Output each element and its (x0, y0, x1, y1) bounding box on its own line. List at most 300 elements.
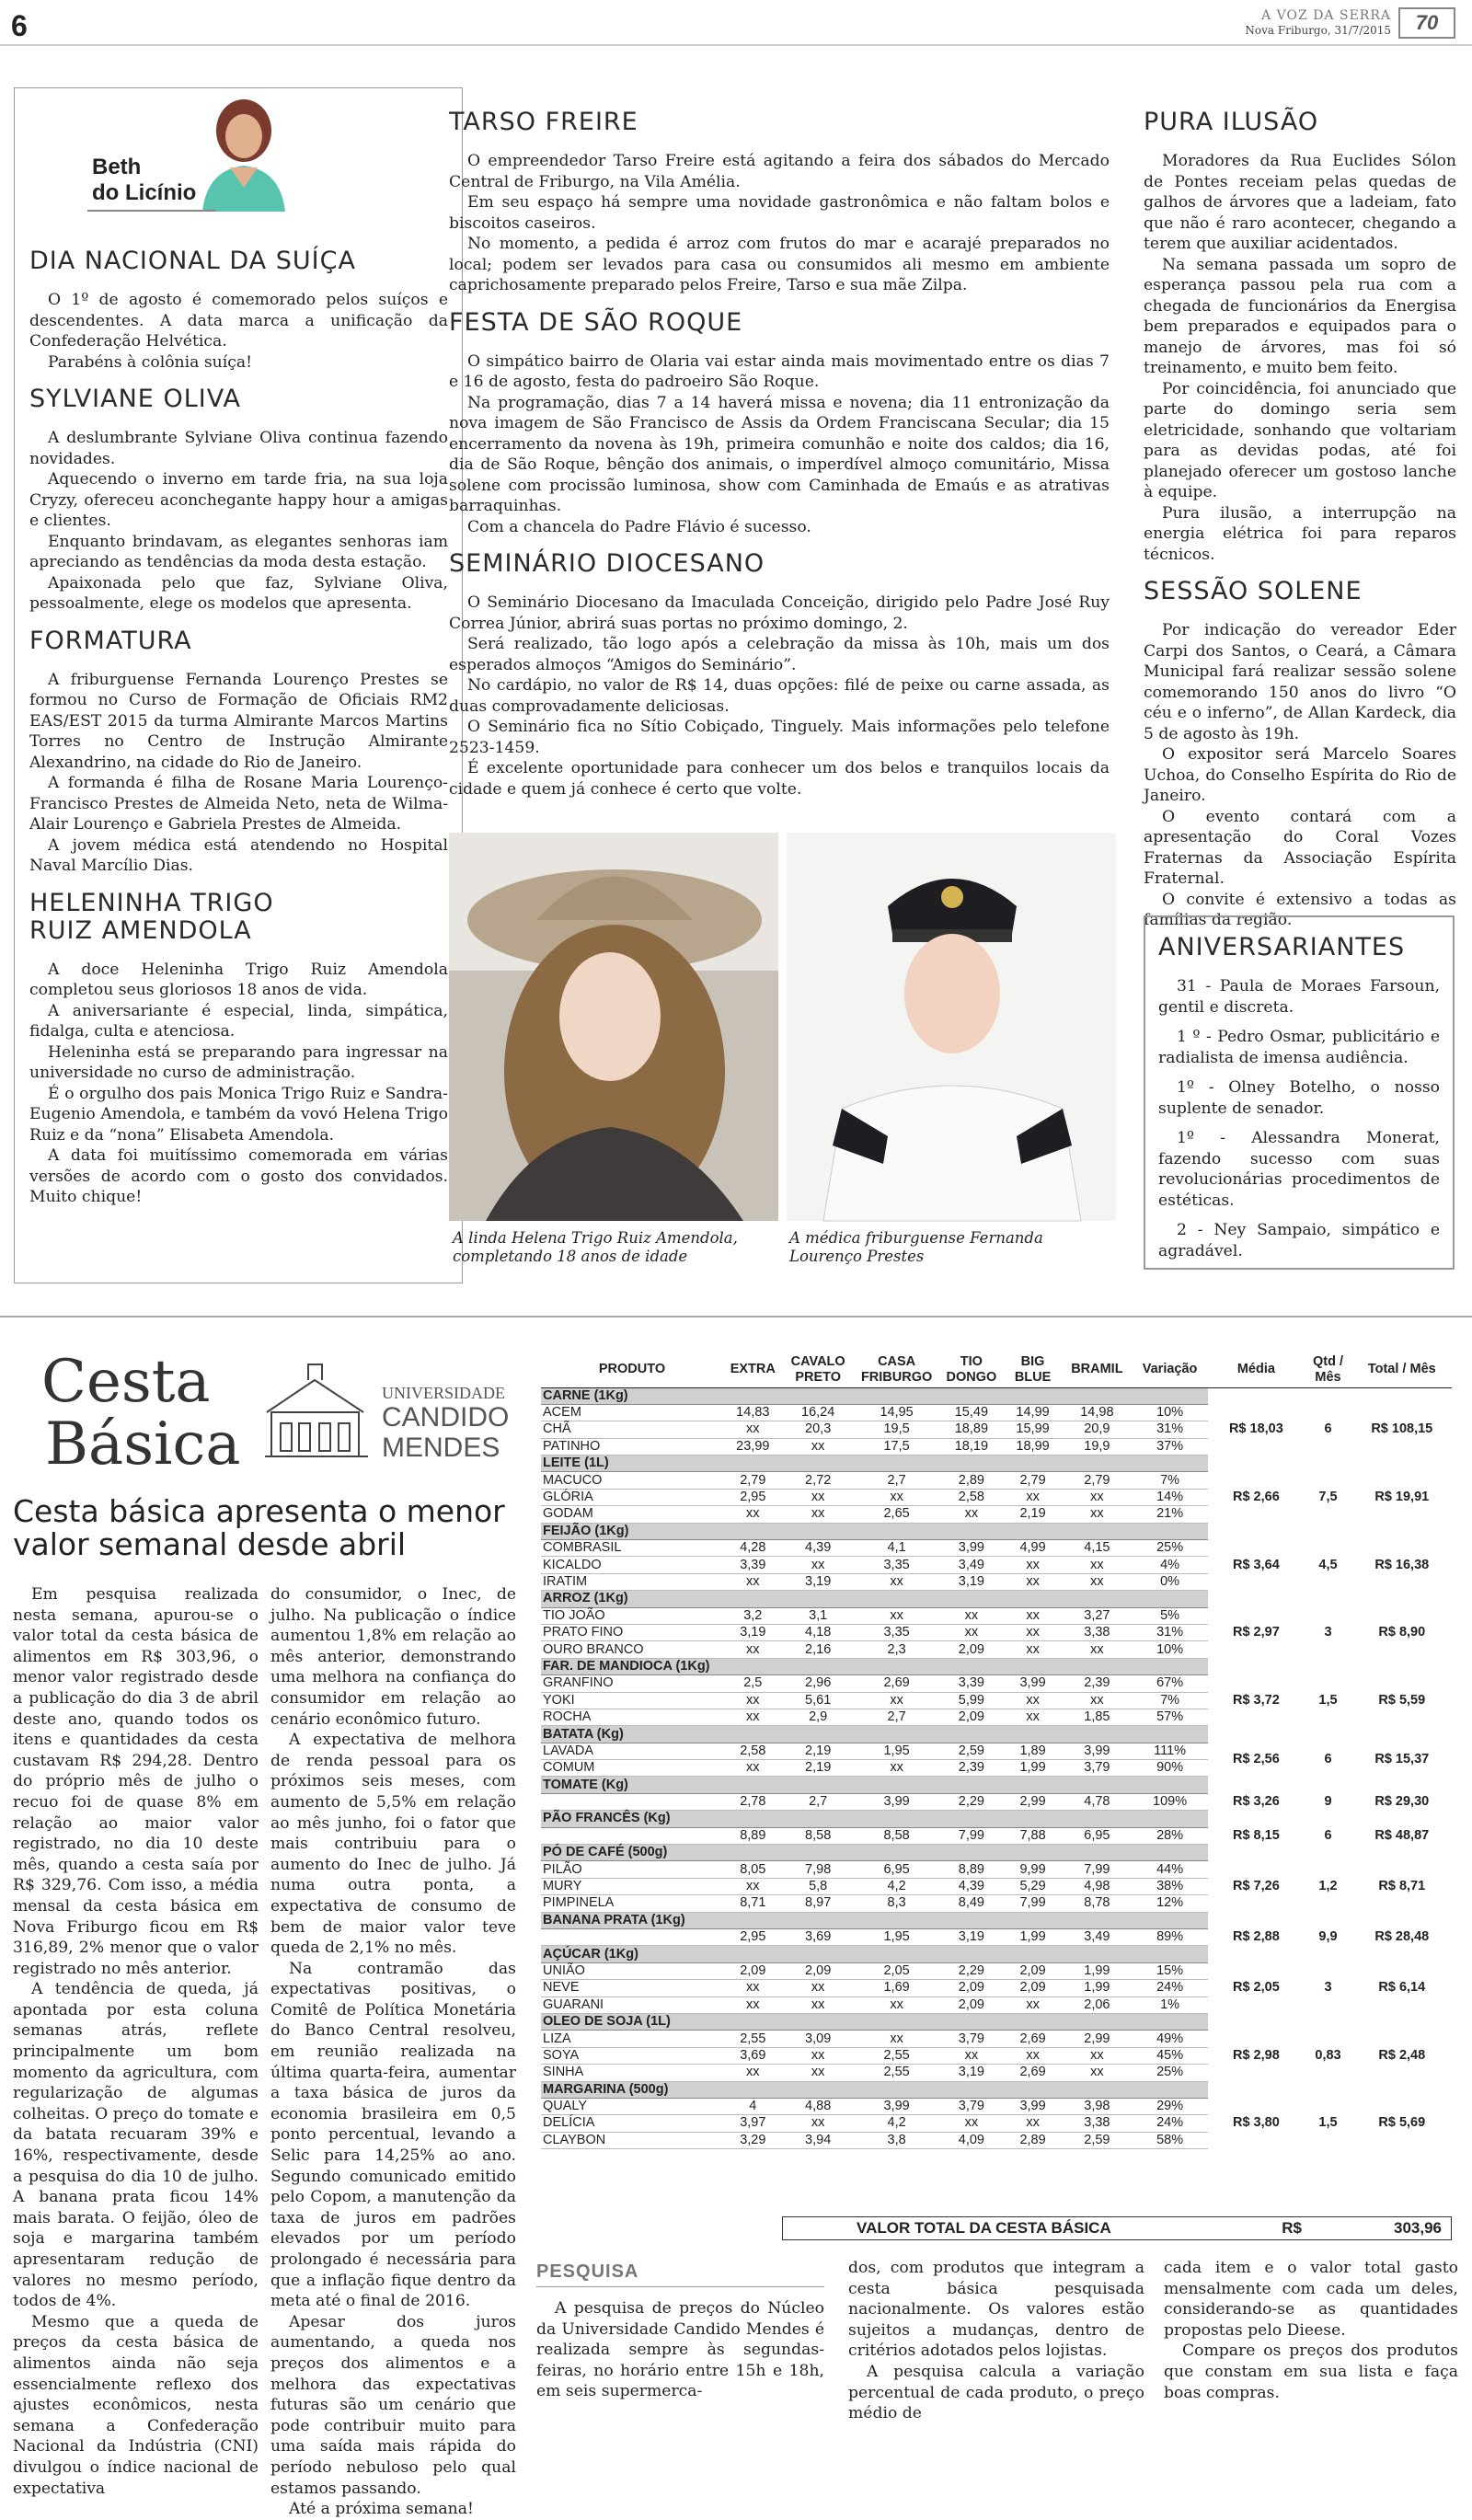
price-cell: 4,39 (783, 1540, 854, 1557)
price-cell: 3,79 (940, 2098, 1004, 2114)
category-name: LEITE (1L) (541, 1456, 1208, 1472)
category-spacer (1208, 1523, 1452, 1539)
paragraph: O Seminário fica no Sítio Cobiçado, Tinguely. Mais informações pelo telefone 2523-1459. (449, 718, 1110, 757)
paragraph: O Seminário Diocesano da Imaculada Conceição, dirigido pelo Padre José Ruy Correa Júnior, abrirá suas portas no próximo domingo, 2. (449, 593, 1110, 633)
photo-helena (449, 833, 778, 1221)
price-cell: 2,09 (940, 1709, 1004, 1725)
category-spacer (1208, 1811, 1452, 1827)
price-cell: 3,19 (940, 1929, 1004, 1946)
product-name: PILÃO (541, 1861, 723, 1878)
price-cell: 3,39 (940, 1675, 1004, 1692)
price-cell: 7,88 (1003, 1827, 1063, 1844)
newspaper-name: A VOZ DA SERRA (1261, 8, 1391, 23)
right-column (1144, 99, 1456, 931)
paragraph: Mesmo que a queda de preços da cesta básica de alimentos ainda não seja essencialmente reflexo dos ajustes econômicos, nesta semana a Confederação Nacional da Indústria (CNI) divulgou o índice nacional de expectativa (13, 2312, 259, 2498)
price-cell: 19,9 (1063, 1438, 1132, 1455)
price-cell: 7,99 (1003, 1895, 1063, 1912)
paragraph: A tendência de queda, já apontada por esta coluna semanas atrás, reflete principalmente um bom momento da agricultura, com regularização de algumas colheitas. O preço do tomate e da batata recuaram 39% e 16%, respectivamente, desde a pesquisa do dia 10 de julho. A banana prata ficou 14% mais barata. O feijão, óleo de soja e margarina também apresentaram redução de valores no mesmo período, todos de 4%. (13, 1980, 259, 2311)
qtd-cell: 1,5 (1318, 1692, 1338, 1708)
price-cell: xx (723, 1692, 783, 1709)
category-spacer (1208, 1946, 1452, 1962)
section-dia-nacional-suica (29, 247, 448, 373)
price-cell: xx (723, 1506, 783, 1523)
total-cell: R$ 28,48 (1374, 1929, 1430, 1945)
birthday-item: 31 - Paula de Moraes Farsoun, gentil e discreta. (1158, 977, 1440, 1017)
category-spacer (1208, 1387, 1452, 1404)
price-cell: 0% (1132, 1573, 1208, 1590)
col-header: BIG BLUE (1003, 1352, 1063, 1387)
price-cell: 2,58 (723, 1743, 783, 1759)
price-cell: 24% (1132, 2115, 1208, 2132)
price-cell: 3,98 (1063, 2098, 1132, 2114)
col-header: Qtd / Mês (1304, 1352, 1351, 1387)
price-cell: 31% (1132, 1624, 1208, 1640)
price-cell: 8,89 (940, 1861, 1004, 1878)
price-cell: xx (723, 1760, 783, 1777)
total-cell: R$ 8,90 (1378, 1625, 1426, 1640)
price-cell: xx (1063, 1557, 1132, 1573)
price-cell: xx (1003, 1573, 1063, 1590)
price-cell: 2,55 (854, 2065, 940, 2081)
product-name: MURY (541, 1878, 723, 1894)
col-header: EXTRA (723, 1352, 783, 1387)
paragraph: A jovem médica está atendendo no Hospital Naval Marcílio Dias. (29, 835, 448, 875)
price-cell: 6,95 (1063, 1827, 1132, 1844)
paragraph: Aquecendo o inverno em tarde fria, na sua loja Cryzy, ofereceu aconchegante happy hour a amigas e clientes. (29, 470, 448, 530)
total-label: VALOR TOTAL DA CESTA BÁSICA (857, 2219, 1111, 2237)
price-cell: xx (1003, 1489, 1063, 1505)
paragraph: O convite é extensivo a todas as famílias da região. (1144, 890, 1456, 929)
category-name: TOMATE (Kg) (541, 1777, 1208, 1793)
product-name (541, 1929, 723, 1946)
price-cell: 2,69 (854, 1675, 940, 1692)
product-name: DELÍCIA (541, 2115, 723, 2132)
cesta-title-line1: Cesta (41, 1348, 211, 1416)
paragraph: O simpático bairro de Olaria vai estar ainda mais movimentado entre os dias 7 e 16 de agosto, festa do padroeiro São Roque. (449, 351, 1110, 391)
category-spacer (1208, 1658, 1452, 1674)
col-header: BRAMIL (1063, 1352, 1132, 1387)
price-cell: 4,15 (1063, 1540, 1132, 1557)
caption-helena: A linda Helena Trigo Ruiz Amendola, completando 18 anos de idade (453, 1229, 738, 1265)
price-cell: 12% (1132, 1895, 1208, 1912)
price-cell: 2,79 (1003, 1472, 1063, 1489)
col-header: Total / Mês (1352, 1352, 1452, 1387)
qtd-cell: 0,83 (1315, 2047, 1341, 2063)
price-cell: xx (723, 1709, 783, 1725)
product-name (541, 1793, 723, 1810)
price-cell: 3,99 (940, 1540, 1004, 1557)
qtd-cell: 3 (1324, 1980, 1332, 1996)
total-cell: R$ 8,71 (1378, 1879, 1426, 1894)
col-header: PRODUTO (541, 1352, 723, 1387)
category-name: ARROZ (1Kg) (541, 1591, 1208, 1607)
price-cell: 2,29 (940, 1793, 1004, 1810)
product-name: GUARANI (541, 1996, 723, 2013)
price-cell: xx (723, 1878, 783, 1894)
table-row (541, 1675, 1452, 1692)
price-cell: 1,99 (1003, 1929, 1063, 1946)
category-row (541, 2081, 1452, 2098)
price-cell: xx (723, 1980, 783, 1996)
paragraph: Em pesquisa realizada nesta semana, apurou-se o valor total da cesta básica de alimentos em R$ 303,96, o menor valor registrado desde a publicação do dia 3 de abril deste ano, quando todos os itens e quantidades da cesta custavam R$ 294,28. Dentro do próprio mês de julho o recuo foi de quase 8% em relação ao maior valor registrado, no dia 10 deste mês, quando a cesta saía por R$ 329,76. Com isso, a média mensal da cesta básica em Nova Friburgo ficou em R$ 316,89, 2% menor que o valor registrado no mês anterior. (13, 1585, 259, 1978)
price-cell: xx (1003, 1996, 1063, 2013)
price-cell: 1,95 (854, 1929, 940, 1946)
price-cell: 2,09 (723, 1962, 783, 1979)
category-spacer (1208, 1726, 1452, 1743)
cesta-column-2 (270, 1584, 516, 2520)
category-row (541, 2013, 1452, 2030)
paragraph: cada item e o valor total gasto mensalmente com cada um deles, considerando-se as quantidades propostas pelo Dieese. (1164, 2259, 1458, 2340)
paragraph: Compare os preços dos produtos que constam em sua lista e faça boas compras. (1164, 2342, 1458, 2402)
cesta-column-1 (13, 1584, 259, 2499)
qtd-cell: 3 (1324, 1625, 1332, 1640)
price-cell: 2,89 (1003, 2132, 1063, 2148)
price-cell: 1,99 (1063, 1962, 1132, 1979)
price-cell: 2,29 (940, 1962, 1004, 1979)
price-cell: 2,7 (854, 1709, 940, 1725)
columnist-underline (87, 210, 216, 212)
media-cell: R$ 2,56 (1232, 1752, 1280, 1767)
price-cell: xx (783, 1489, 854, 1505)
price-cell: 38% (1132, 1878, 1208, 1894)
price-cell: 58% (1132, 2132, 1208, 2148)
table-row (541, 1929, 1452, 1946)
table-row (541, 1404, 1452, 1421)
paragraph: dos, com produtos que integram a cesta básica pesquisada nacionalmente. Os valores estão sujeitos a mudanças, dentro de critérios adotados pelos lojistas. (848, 2259, 1144, 2361)
paragraph: A data foi muitíssimo comemorada em várias versões de acordo com o gosto dos convidados. Muito chique! (29, 1146, 448, 1206)
paragraph: A friburguense Fernanda Lourenço Prestes se formou no Curso de Formação de Oficiais RM2 EAS/EST 2015 da turma Almirante Marcos Martins Torres no Centro de Instrução Almirante Alexandrino, na cidade do Rio de Janeiro. (29, 670, 448, 772)
price-cell: 18,99 (1003, 1438, 1063, 1455)
price-cell: 3,99 (1063, 1743, 1132, 1759)
price-cell: 10% (1132, 1641, 1208, 1658)
price-cell: 18,19 (940, 1438, 1004, 1455)
price-cell: 2,59 (1063, 2132, 1132, 2148)
price-cell: 2,19 (1003, 1506, 1063, 1523)
media-cell: R$ 8,15 (1232, 1827, 1280, 1843)
price-cell: 31% (1132, 1421, 1208, 1438)
price-cell: 25% (1132, 2065, 1208, 2081)
cesta-headline: Cesta básica apresenta o menor valor semanal desde abril (13, 1493, 505, 1562)
price-cell: 14,83 (723, 1404, 783, 1421)
ucm-line3: MENDES (382, 1433, 500, 1463)
price-cell: xx (723, 2065, 783, 2081)
price-cell: 28% (1132, 1827, 1208, 1844)
paragraph: Enquanto brindavam, as elegantes senhoras iam apreciando as tendências da moda desta estação. (29, 532, 448, 571)
price-cell: 3,99 (854, 1793, 940, 1810)
category-row (541, 1591, 1452, 1607)
paragraph: É o orgulho dos pais Monica Trigo Ruiz e Sandra-Eugenio Amendola, e também da vovó Helena Trigo Ruiz e da “nona” Elisabeta Amendola. (29, 1084, 448, 1145)
price-cell: 1,99 (1003, 1760, 1063, 1777)
category-row (541, 1523, 1452, 1539)
price-cell: xx (1063, 1641, 1132, 1658)
price-cell: xx (854, 1573, 940, 1590)
pesquisa-underline (536, 2286, 824, 2287)
price-cell: 2,16 (783, 1641, 854, 1658)
price-cell: 111% (1132, 1743, 1208, 1759)
product-name: SOYA (541, 2047, 723, 2064)
total-currency: R$ (1282, 2219, 1302, 2237)
price-cell: 2,79 (1063, 1472, 1132, 1489)
price-cell: 2,09 (940, 1641, 1004, 1658)
price-cell: 3,35 (854, 1557, 940, 1573)
price-cell: 2,65 (854, 1506, 940, 1523)
price-cell: 4,09 (940, 2132, 1004, 2148)
price-cell: 3,69 (783, 1929, 854, 1946)
paragraph: do consumidor, o Inec, de julho. Na publicação o índice aumentou 1,8% em relação ao mês anterior, demonstrando uma melhora na confiança do consumidor em relação ao cenário econômico futuro. (270, 1585, 516, 1729)
total-cell: R$ 108,15 (1371, 1421, 1433, 1437)
section-title: SEMINÁRIO DIOCESANO (449, 549, 765, 578)
table-row (541, 1962, 1452, 1979)
price-cell: 3,19 (940, 2065, 1004, 2081)
section-formatura (29, 627, 448, 877)
price-cell: 4,1 (854, 1540, 940, 1557)
product-name: GRANFINO (541, 1675, 723, 1692)
price-table-body (541, 1387, 1452, 2149)
paragraph: Heleninha está se preparando para ingressar na universidade no curso de administração. (29, 1042, 448, 1082)
section-sessao-solene (1144, 578, 1456, 931)
col-header: Média (1208, 1352, 1304, 1387)
product-name: UNIÃO (541, 1962, 723, 1979)
media-cell: R$ 2,66 (1232, 1490, 1280, 1505)
ucm-line1: UNIVERSIDADE (382, 1384, 505, 1402)
price-cell: 8,3 (854, 1895, 940, 1912)
paragraph: No momento, a pedida é arroz com frutos do mar e acarajé preparados no local; podem ser levados para casa ou consumidos ali mesmo em ambiente caprichosamente preparado pelos Freire, Tarso e sua mãe Zilpa. (449, 235, 1110, 294)
price-cell: 109% (1132, 1793, 1208, 1810)
price-cell: 14,98 (1063, 1404, 1132, 1421)
price-cell: 5,8 (783, 1878, 854, 1894)
product-name: OURO BRANCO (541, 1641, 723, 1658)
pesquisa-column-3 (1164, 2258, 1458, 2403)
price-cell: 2,99 (1063, 2031, 1132, 2047)
price-cell: 2,79 (723, 1472, 783, 1489)
price-cell: xx (854, 1607, 940, 1624)
media-cell: R$ 2,97 (1232, 1625, 1280, 1640)
price-cell: 8,05 (723, 1861, 783, 1878)
price-cell: 3,27 (1063, 1607, 1132, 1624)
header-divider (0, 44, 1472, 46)
category-row (541, 1456, 1452, 1472)
price-cell: 2,09 (1003, 1980, 1063, 1996)
price-cell: 2,69 (1003, 2065, 1063, 2081)
price-cell: 4,2 (854, 1878, 940, 1894)
price-cell: xx (1003, 1607, 1063, 1624)
media-cell: R$ 2,05 (1232, 1980, 1280, 1996)
price-cell: 8,78 (1063, 1895, 1132, 1912)
table-row (541, 1793, 1452, 1810)
price-cell: xx (723, 1641, 783, 1658)
price-cell: xx (783, 1557, 854, 1573)
price-cell: 2,3 (854, 1641, 940, 1658)
price-cell: 3,99 (1003, 1675, 1063, 1692)
price-cell: 5,61 (783, 1692, 854, 1709)
media-cell: R$ 18,03 (1228, 1421, 1283, 1437)
price-cell: 10% (1132, 1404, 1208, 1421)
total-cell: R$ 2,48 (1378, 2047, 1426, 2063)
price-cell: xx (783, 2065, 854, 2081)
birthday-item: 1º - Olney Botelho, o nosso suplente de senador. (1158, 1078, 1440, 1118)
section-title: ANIVERSARIANTES (1158, 933, 1406, 961)
price-cell: 21% (1132, 1506, 1208, 1523)
price-cell: 1,95 (854, 1743, 940, 1759)
product-name: GLÓRIA (541, 1489, 723, 1505)
price-cell: 44% (1132, 1861, 1208, 1878)
category-spacer (1208, 1912, 1452, 1928)
price-cell: xx (1063, 2047, 1132, 2064)
price-cell: 67% (1132, 1675, 1208, 1692)
paragraph: Apesar dos juros aumentando, a queda nos preços dos alimentos e a melhora das expectativas futuras são um cenário que pode contribuir muito para uma saída mais rápida do período nebuloso pelo qual estamos passando. (270, 2312, 516, 2498)
table-row (541, 1540, 1452, 1557)
price-cell: 3,19 (783, 1573, 854, 1590)
price-cell: 15,49 (940, 1404, 1004, 1421)
ucm-line2: CANDIDO (382, 1402, 510, 1433)
category-name: AÇÚCAR (1Kg) (541, 1946, 1208, 1962)
price-cell: 3,09 (783, 2031, 854, 2047)
columnist-photo (184, 92, 304, 212)
product-name: LAVADA (541, 1743, 723, 1759)
total-bar (782, 2216, 1452, 2240)
price-cell: xx (783, 1438, 854, 1455)
media-cell: R$ 3,26 (1232, 1794, 1280, 1810)
table-row (541, 1827, 1452, 1844)
price-cell: 4,2 (854, 2115, 940, 2132)
category-spacer (1208, 1591, 1452, 1607)
price-cell: 3,19 (940, 1573, 1004, 1590)
category-name: BANANA PRATA (1Kg) (541, 1912, 1208, 1928)
birthday-item: 1º - Alessandra Monerat, fazendo sucesso com suas revolucionárias procedimentos de estéticas. (1158, 1129, 1440, 1210)
media-cell: R$ 2,88 (1232, 1929, 1280, 1945)
price-cell: 90% (1132, 1760, 1208, 1777)
price-cell: 3,79 (1063, 1760, 1132, 1777)
paragraph: Em seu espaço há sempre uma novidade gastronômica e não faltam bolos e biscoitos caseiros. (449, 193, 1110, 233)
price-cell: 2,96 (783, 1675, 854, 1692)
category-spacer (1208, 1456, 1452, 1472)
section-sylviane-oliva (29, 385, 448, 615)
total-cell: R$ 48,87 (1374, 1827, 1430, 1843)
price-cell: 8,58 (783, 1827, 854, 1844)
section-festa-sao-roque (449, 309, 1110, 538)
price-cell: 3,97 (723, 2115, 783, 2132)
pesquisa-label: PESQUISA (536, 2261, 639, 2282)
page-number: 6 (11, 9, 28, 42)
price-cell: 14,95 (854, 1404, 940, 1421)
col-header: CASA FRIBURGO (854, 1352, 940, 1387)
price-cell: xx (1003, 2115, 1063, 2132)
paragraph: Até a próxima semana! (289, 2500, 474, 2519)
price-cell: 4,99 (1003, 1540, 1063, 1557)
price-cell: 4,98 (1063, 1878, 1132, 1894)
price-cell: 16,24 (783, 1404, 854, 1421)
section-title: PURA ILUSÃO (1144, 108, 1319, 136)
price-cell: 24% (1132, 1980, 1208, 1996)
price-cell: 1,89 (1003, 1743, 1063, 1759)
price-cell: 3,39 (723, 1557, 783, 1573)
col-header: CAVALO PRETO (783, 1352, 854, 1387)
price-cell: 9,99 (1003, 1861, 1063, 1878)
table-row (541, 1743, 1452, 1759)
price-cell: 8,49 (940, 1895, 1004, 1912)
pesquisa-column-2 (848, 2258, 1144, 2424)
paragraph: Com a chancela do Padre Flávio é sucesso. (467, 517, 811, 536)
price-cell: 57% (1132, 1709, 1208, 1725)
section-heleninha (29, 890, 448, 1208)
price-cell: xx (783, 2047, 854, 2064)
price-cell: 3,35 (854, 1624, 940, 1640)
price-cell: xx (783, 1506, 854, 1523)
price-cell: 2,58 (940, 1489, 1004, 1505)
product-name: COMBRASIL (541, 1540, 723, 1557)
category-row (541, 1845, 1452, 1861)
product-name: LIZA (541, 2031, 723, 2047)
product-name: PRATO FINO (541, 1624, 723, 1640)
section-title: SYLVIANE OLIVA (29, 385, 241, 413)
price-cell: 2,09 (1003, 1962, 1063, 1979)
price-cell: 2,09 (940, 1996, 1004, 2013)
price-cell: 2,89 (940, 1472, 1004, 1489)
price-cell: 3,94 (783, 2132, 854, 2148)
product-name: CLAYBON (541, 2132, 723, 2148)
price-cell: 4,88 (783, 2098, 854, 2114)
price-cell: xx (723, 1421, 783, 1438)
qtd-cell: 4,5 (1318, 1557, 1338, 1572)
category-row (541, 1912, 1452, 1928)
paragraph: Na programação, dias 7 a 14 haverá missa e novena; dia 11 entronização da nova imagem de São Francisco de Assis da Ordem Franciscana Secular; dia 15 encerramento da novena às 19h, primeira comunhão e noite dos caldos; dia 16, dia de São Roque, bênção dos animais, o imperdível almoço comunitário, Missa solene com procissão luminosa, show com Caminhada de Emaús e as atrativas barraquinhas. (449, 393, 1110, 515)
price-cell: 3,38 (1063, 2115, 1132, 2132)
paragraph: Moradores da Rua Euclides Sólon de Pontes receiam pelas quedas de galhos de árvores que a ladeiam, fato que não é raro acontecer, chegando a terem que auxiliar acidentados. (1144, 152, 1456, 253)
price-cell: 8,58 (854, 1827, 940, 1844)
product-name: GODAM (541, 1506, 723, 1523)
edition-date: Nova Friburgo, 31/7/2015 (1245, 24, 1391, 37)
price-cell: 4,39 (940, 1878, 1004, 1894)
price-cell: xx (1063, 2065, 1132, 2081)
price-cell: 3,79 (940, 2031, 1004, 2047)
media-cell: R$ 2,98 (1232, 2047, 1280, 2063)
price-cell: 2,7 (854, 1472, 940, 1489)
price-cell: 2,05 (854, 1962, 940, 1979)
category-spacer (1208, 1845, 1452, 1861)
section-pura-ilusao (1144, 109, 1456, 565)
category-spacer (1208, 2081, 1452, 2098)
price-cell: xx (1003, 1692, 1063, 1709)
price-cell: xx (783, 1996, 854, 2013)
price-cell: 3,8 (854, 2132, 940, 2148)
section-title: TARSO FREIRE (449, 108, 638, 136)
price-cell: 17,5 (854, 1438, 940, 1455)
columnist-first-name: Beth (92, 155, 142, 179)
price-cell: 7% (1132, 1692, 1208, 1709)
category-row (541, 1658, 1452, 1674)
paragraph: A pesquisa calcula a variação percentual de cada produto, o preço médio de (848, 2362, 1144, 2423)
col-header: TIO DONGO (940, 1352, 1004, 1387)
aniversariantes-box (1144, 915, 1455, 1270)
price-cell: xx (1003, 2047, 1063, 2064)
price-cell: xx (1063, 1573, 1132, 1590)
paragraph: Na contramão das expectativas positivas, o Comitê de Política Monetária do Banco Central resolveu, em reunião realizada na última quarta-feira, aumentar a taxa básica de juros da economia brasileira em 0,5 ponto percentual, levando a Selic para 14,25% ao ano. Segundo comunicado emitido pelo Copom, a manutenção da taxa de juros em padrões elevados por um período prolongado é necessária para que a inflação fique dentro da meta até o final de 2016. (270, 1959, 516, 2311)
paragraph: A deslumbrante Sylviane Oliva continua fazendo novidades. (29, 429, 448, 468)
price-cell: xx (783, 2115, 854, 2132)
total-cell: R$ 29,30 (1374, 1794, 1430, 1810)
category-spacer (1208, 2013, 1452, 2030)
price-cell: 1,85 (1063, 1709, 1132, 1725)
price-cell: xx (940, 2047, 1004, 2064)
middle-column (449, 99, 1110, 800)
universidade-candido-mendes-logo (258, 1357, 510, 1467)
price-cell: 5,29 (1003, 1878, 1063, 1894)
price-cell: 8,71 (723, 1895, 783, 1912)
price-cell: 3,1 (783, 1607, 854, 1624)
section-title: DIA NACIONAL DA SUÍÇA (29, 247, 356, 275)
price-cell: 49% (1132, 2031, 1208, 2047)
paragraph: A expectativa de melhora de renda pessoal para os próximos seis meses, com aumento de 5,5% em relação ao mês junho, foi o fator que mais contribuiu para o aumento do Inec de julho. Já numa outra ponta, a expectativa de consumo de bem de maior valor teve queda de 2,1% no mês. (270, 1731, 516, 1958)
